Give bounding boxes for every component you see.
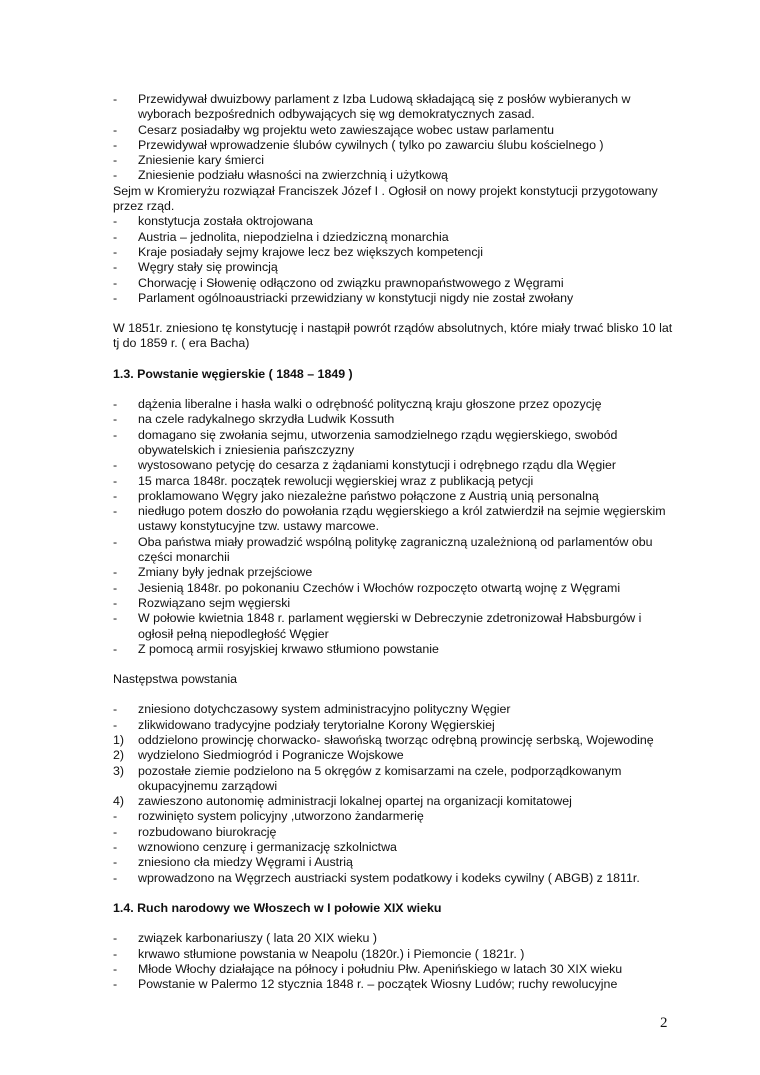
spacer [113, 916, 673, 931]
list-item: - Młode Włochy działające na północy i południu Płw. Apenińskiego w latach 30 XIX wieku [113, 961, 623, 976]
paragraph: W 1851r. zniesiono tę konstytucję i nastąpił powrót rządów absolutnych, które miały trwać blisko 10 lat tj do 1859 r. ( era Bacha) [113, 321, 673, 351]
list-item: - Węgry stały się prowincją [113, 260, 278, 275]
list-item: 1) oddzielono prowincję chorwacko- sławońską tworząc odrębną prowincję serbską, Wojewodinę [113, 732, 654, 747]
section-heading: 1.3. Powstanie węgierskie ( 1848 – 1849 ) [113, 366, 353, 381]
list-item: - Oba państwa miały prowadzić wspólną politykę zagraniczną uzależnioną od parlamentów obu części monarchii [113, 534, 653, 565]
list-item: - Cesarz posiadałby wg projektu weto zawieszające wobec ustaw parlamentu [113, 122, 554, 137]
list-item: 3) pozostałe ziemie podzielono na 5 okręgów z komisarzami na czele, podporządkowanym okupacyjnemu zarządowi [113, 763, 622, 793]
list-item: - Austria – jednolita, niepodzielna i dziedziczną monarchia [113, 229, 449, 244]
spacer [113, 352, 673, 367]
list-item: - proklamowano Węgry jako niezależne państwo połączone z Austrią unią personalną [113, 488, 599, 503]
list-item: - rozbudowano biurokrację [113, 824, 277, 839]
subheading: Następstwa powstania [113, 672, 237, 687]
list-item: - Rozwiązano sejm węgierski [113, 595, 291, 610]
list-item: - wprowadzono na Węgrzech austriacki system podatkowy i kodeks cywilny ( ABGB) z 1811r. [113, 870, 640, 885]
list-item: - niedługo potem doszło do powołania rządu węgierskiego a król zatwierdził na sejmie węgierskim ustawy konstytucyjne tzw. ustawy marcowe. [113, 504, 666, 534]
list-item: - Z pomocą armii rosyjskiej krwawo stłumiono powstanie [113, 641, 439, 656]
paragraph: Sejm w Kromieryżu rozwiązał Franciszek Józef I . Ogłosił on nowy projekt konstytucji przygotowany przez rząd. [113, 183, 658, 214]
spacer [113, 687, 673, 702]
page-number: 2 [660, 1015, 668, 1031]
bullet-list [113, 931, 673, 992]
list-item: - Zmiany były jednak przejściowe [113, 565, 313, 580]
list-item: - Przewidywał dwuizbowy parlament z Izba Ludową składającą się z posłów wybieranych w wyborach bezpośrednich odbywających się wg demokratycznych zasad. [113, 92, 631, 122]
section-heading: 1.4. Ruch narodowy we Włoszech w I połowie XIX wieku [113, 900, 442, 915]
list-item: - Przewidywał wprowadzenie ślubów cywilnych ( tylko po zawarciu ślubu kościelnego ) [113, 137, 604, 152]
list-item: - zniesiono cła miedzy Węgrami i Austrią [113, 855, 353, 870]
list-item: - Chorwację i Słowenię odłączono od związku prawnopaństwowego z Węgrami [113, 275, 564, 290]
list-item: - Kraje posiadały sejmy krajowe lecz bez większych kompetencji [113, 244, 484, 259]
list-item: - rozwinięto system policyjny ,utworzono żandarmerię [113, 809, 424, 824]
list-item: - zniesiono dotychczasowy system administracyjno polityczny Węgier [113, 702, 511, 717]
list-item: - Parlament ogólnoaustriacki przewidziany w konstytucji nigdy nie został zwołany [113, 290, 574, 305]
list-item: - Zniesienie podziału własności na zwierzchnią i użytkową [113, 168, 448, 183]
list-item: - 15 marca 1848r. początek rewolucji węgierskiej wraz z publikacją petycji [113, 473, 534, 488]
list-item: - na czele radykalnego skrzydła Ludwik Kossuth [113, 412, 395, 427]
list-item: - wznowiono cenzurę i germanizację szkolnictwa [113, 840, 397, 855]
list-item: - domagano się zwołania sejmu, utworzenia samodzielnego rządu węgierskiego, swobód obywatelskich i zniesienia pańszczyzny [113, 427, 618, 457]
list-item: 4) zawieszono autonomię administracji lokalnej opartej na organizacji komitatowej [113, 794, 572, 809]
list-item: - zlikwidowano tradycyjne podziały terytorialne Korony Węgierskiej [113, 717, 495, 732]
list-item: - krwawo stłumione powstania w Neapolu (1820r.) i Piemoncie ( 1821r. ) [113, 946, 525, 961]
list-item: - Jesienią 1848r. po pokonaniu Czechów i Włochów rozpoczęto otwartą wojnę z Węgrami [113, 580, 621, 595]
list-item: 2) wydzielono Siedmiogród i Pogranicze Wojskowe [113, 748, 404, 763]
list-item: - W połowie kwietnia 1848 r. parlament węgierski w Debreczynie zdetronizował Habsburgów i ogłosił pełną niepodległość Węgier [113, 611, 642, 641]
list-item: - wystosowano petycję do cesarza z żądaniami konstytucji i odrębnego rządu dla Węgier [113, 458, 616, 473]
bullet-list [113, 397, 673, 657]
spacer [113, 657, 673, 672]
spacer [113, 382, 673, 397]
list-item: - konstytucja została oktrojowana [113, 214, 313, 229]
mixed-list [113, 702, 673, 886]
bullet-list [113, 214, 673, 306]
list-item: - Zniesienie kary śmierci [113, 153, 265, 168]
list-item: - związek karbonariuszy ( lata 20 XIX wieku ) [113, 931, 377, 946]
spacer [113, 886, 673, 901]
bullet-list [113, 92, 673, 184]
page-content [113, 92, 673, 992]
spacer [113, 306, 673, 321]
list-item: - Powstanie w Palermo 12 stycznia 1848 r. – początek Wiosny Ludów; ruchy rewolucyjne [113, 977, 618, 992]
list-item: - dążenia liberalne i hasła walki o odrębność polityczną kraju głoszone przez opozycję [113, 397, 602, 412]
